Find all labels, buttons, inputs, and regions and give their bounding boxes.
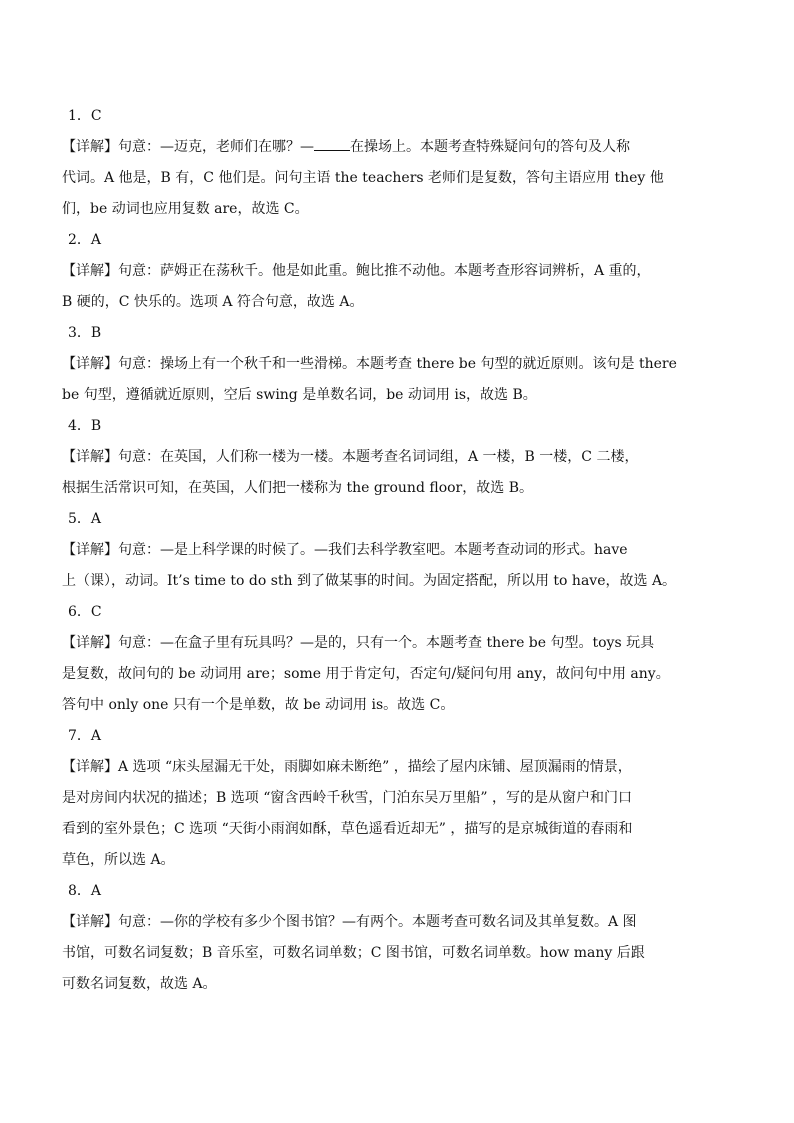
explanation-text: 看到的室外景色；C 选项 “天街小雨润如酥，草色遥看近却无” ，描写的是京城街道的春雨和	[62, 821, 633, 837]
explanation-text: 【详解】A 选项 “床头屋漏无干处，雨脚如麻未断绝” ，描绘了屋内床铺、屋顶漏雨的情景，	[62, 759, 632, 775]
answer-number: 6．C	[68, 604, 102, 620]
explanation-text: 上（课），动词。It’s time to do sth 到了做某事的时间。为固定搭配，所以用 to have，故选 A。	[62, 573, 677, 589]
explanation-line	[62, 380, 736, 411]
explanation-text: 【详解】句意：—迈克，老师们在哪？—	[62, 139, 314, 155]
explanation-line	[62, 256, 736, 287]
explanation-text: 可数名词复数，故选 A。	[62, 976, 217, 992]
explanation-line	[62, 845, 736, 876]
explanation-line	[62, 194, 736, 225]
explanation-line	[62, 659, 736, 690]
answer-number: 1．C	[68, 108, 102, 124]
explanation-text: 【详解】句意：萨姆正在荡秋千。他是如此重。鲍比推不动他。本题考查形容词辨析，A 重的，	[62, 263, 651, 279]
explanation-text: B 硬的，C 快乐的。选项 A 符合句意，故选 A。	[62, 294, 364, 310]
explanation-line	[62, 442, 736, 473]
explanation-line	[62, 783, 736, 814]
explanation-text: 是复数，故问句的 be 动词用 are；some 用于肯定句，否定句/疑问句用 any，故问句中用 any。	[62, 666, 670, 682]
explanation-text: be 句型，遵循就近原则，空后 swing 是单数名词，be 动词用 is，故选 B。	[62, 387, 537, 403]
explanation-line	[62, 473, 736, 504]
answer-number: 7．A	[68, 728, 102, 744]
explanation-text: 【详解】句意：—在盒子里有玩具吗？—是的，只有一个。本题考查 there be 句型。toys 玩具	[62, 635, 655, 651]
answer-number: 8．A	[68, 883, 102, 899]
explanation-line	[62, 938, 736, 969]
explanation-text: 们，be 动词也应用复数 are，故选 C。	[62, 201, 309, 217]
answer-blank	[314, 136, 350, 151]
explanation-text: 【详解】句意：在英国，人们称一楼为一楼。本题考查名词词组，A 一楼，B 一楼，C 二楼，	[62, 449, 639, 465]
explanation-line	[62, 969, 736, 1000]
explanation-line	[62, 690, 736, 721]
answer-number: 4．B	[68, 418, 102, 434]
explanation-line	[62, 628, 736, 659]
answer-number: 3．B	[68, 325, 102, 341]
explanation-text: 【详解】句意：—你的学校有多少个图书馆？—有两个。本题考查可数名词及其单复数。A 图	[62, 914, 637, 930]
explanation-text: 【详解】句意：—是上科学课的时候了。—我们去科学教室吧。本题考查动词的形式。have	[62, 542, 628, 558]
explanation-line	[62, 349, 736, 380]
explanation-line	[62, 535, 736, 566]
explanation-text: 【详解】句意：操场上有一个秋千和一些滑梯。本题考查 there be 句型的就近原则。该句是 there	[62, 356, 677, 372]
explanation-line	[62, 907, 736, 938]
explanation-text: 草色，所以选 A。	[62, 852, 175, 868]
explanation-line	[62, 566, 736, 597]
explanation-text: 代词。A 他是，B 有，C 他们是。问句主语 the teachers 老师们是复数，答句主语应用 they 他	[62, 170, 664, 186]
explanation-text: 书馆，可数名词复数；B 音乐室，可数名词单数；C 图书馆，可数名词单数。how many 后跟	[62, 945, 645, 961]
explanation-text: 在操场上。本题考查特殊疑问句的答句及人称	[350, 139, 630, 155]
answer-number: 5．A	[68, 511, 102, 527]
explanation-line	[62, 163, 736, 194]
explanation-text: 答句中 only one 只有一个是单数，故 be 动词用 is。故选 C。	[62, 697, 455, 713]
explanation-line	[62, 132, 736, 163]
explanation-line	[62, 287, 736, 318]
answer-number: 2．A	[68, 232, 102, 248]
explanation-line	[62, 752, 736, 783]
explanation-line	[62, 814, 736, 845]
explanation-text: 是对房间内状况的描述；B 选项 “窗含西岭千秋雪，门泊东吴万里船” ，写的是从窗户和门口	[62, 790, 632, 806]
explanation-text: 根据生活常识可知，在英国，人们把一楼称为 the ground floor，故选 B。	[62, 480, 533, 496]
